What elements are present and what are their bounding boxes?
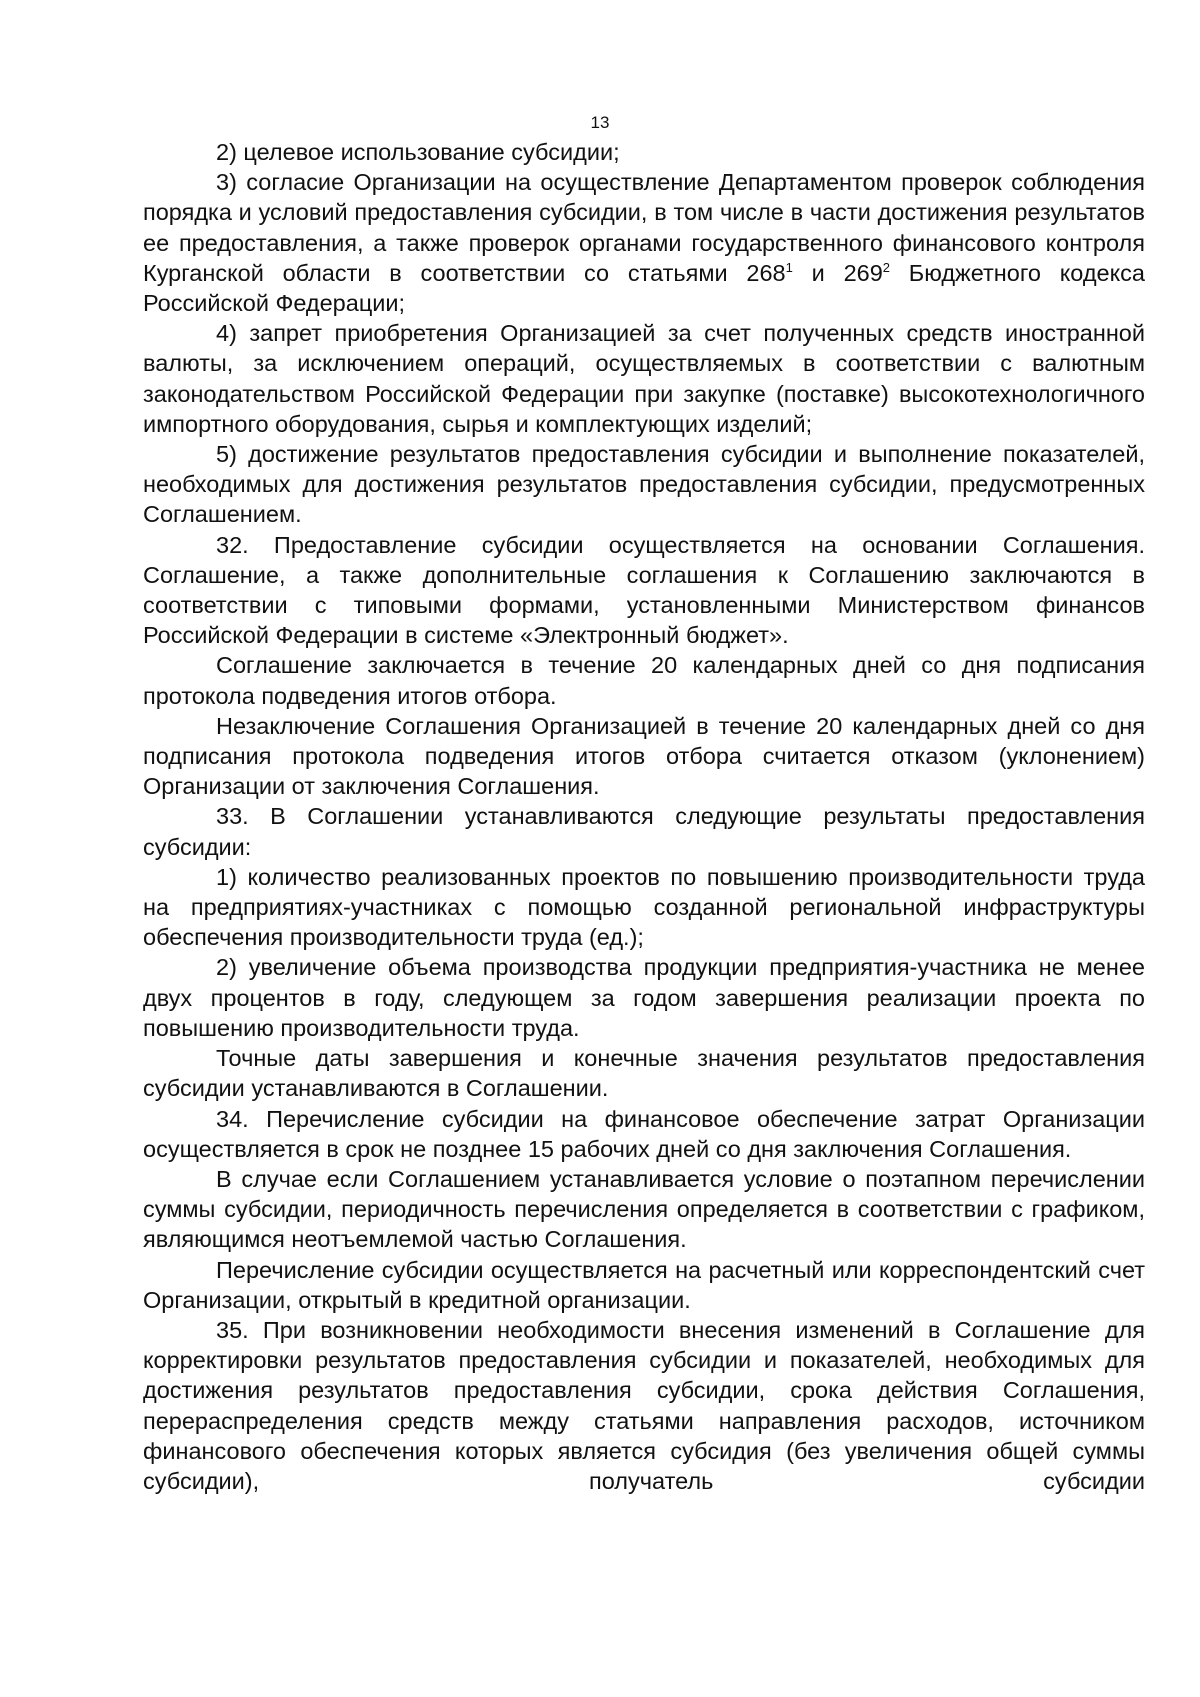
paragraph-production-increase: 2) увеличение объема производства продукции предприятия-участника не менее двух процентов в году, следующем за годом завершения реализации проекта по повышению производительности труда. <box>143 954 1145 1041</box>
article-269-superscript: 2 <box>882 259 891 275</box>
paragraph-consent-tail: Бюджетного кодекса Российской Федерации; <box>143 259 1145 317</box>
paragraph-35-amendments: 35. При возникновении необходимости внесения изменений в Соглашение для корректировки результатов предоставления субсидии и показателей, необходимых для достижения результатов предоставления субсидии, срока действия Соглашения, перераспределения средств между статьями направления расходов, источником финансового обеспечения которых является субсидия (без увеличения общей суммы субсидии), получатель субсидии <box>143 1316 1145 1494</box>
page-number: 13 <box>590 113 610 132</box>
paragraph-32-agreement: 32. Предоставление субсидии осуществляется на основании Соглашения. Соглашение, а также дополнительные соглашения к Соглашению заключаются в соответствии с типовыми формами, установленными Министерством финансов Российской Федерации в системе «Электронный бюджет». <box>143 531 1145 649</box>
paragraph-34-transfer: 34. Перечисление субсидии на финансовое обеспечение затрат Организации осуществляется в срок не позднее 15 рабочих дней со дня заключения Соглашения. <box>143 1105 1145 1162</box>
paragraph-currency-ban: 4) запрет приобретения Организацией за счет полученных средств иностранной валюты, за исключением операций, осуществляемых в соответствии с валютным законодательством Российской Федерации при закупке (поставке) высокотехнологичного импортного оборудования, сырья и комплектующих изделий; <box>143 320 1145 437</box>
document-body <box>143 137 1145 1496</box>
paragraph-target-use: 2) целевое использование субсидии; <box>216 139 620 165</box>
article-269: 269 <box>843 259 883 286</box>
paragraph-consent-inspections <box>143 167 1145 318</box>
paragraph-staged-transfer: В случае если Соглашением устанавливается условие о поэтапном перечислении суммы субсидии, периодичность перечисления определяется в соответствии с графиком, являющимся неотъемлемой частью Соглашения. <box>143 1165 1145 1253</box>
paragraph-non-conclusion: Незаключение Соглашения Организацией в течение 20 календарных дней со дня подписания протокола подведения итогов отбора считается отказом (уклонением) Организации от заключения Соглашения. <box>143 712 1145 800</box>
paragraph-projects-count: 1) количество реализованных проектов по повышению производительности труда на предприятиях-участниках с помощью созданной региональной инфраструктуры обеспечения производительности труда (ед.); <box>143 863 1145 951</box>
paragraph-account-transfer: Перечисление субсидии осуществляется на расчетный или корреспондентский счет Организации, открытый в кредитной организации. <box>143 1256 1145 1313</box>
paragraph-33-results: 33. В Соглашении устанавливаются следующие результаты предоставления субсидии: <box>143 803 1145 860</box>
article-268-superscript: 1 <box>785 259 793 275</box>
article-268: 268 <box>746 259 786 286</box>
paragraph-exact-dates: Точные даты завершения и конечные значения результатов предоставления субсидии устанавливаются в Соглашении. <box>143 1045 1145 1102</box>
paragraph-agreement-term: Соглашение заключается в течение 20 календарных дней со дня подписания протокола подведения итогов отбора. <box>143 652 1145 709</box>
paragraph-consent-text: 3) согласие Организации на осуществление Департаментом проверок соблюдения порядка и условий предоставления субсидии, в том числе в части достижения результатов ее предоставления, а также проверок органами государственного финансового контроля Курганской области в соответствии со статьями <box>143 169 1145 286</box>
conjunction: и <box>792 259 844 286</box>
paragraph-results-achievement: 5) достижение результатов предоставления субсидии и выполнение показателей, необходимых для достижения результатов предоставления субсидии, предусмотренных Соглашением. <box>143 441 1145 528</box>
